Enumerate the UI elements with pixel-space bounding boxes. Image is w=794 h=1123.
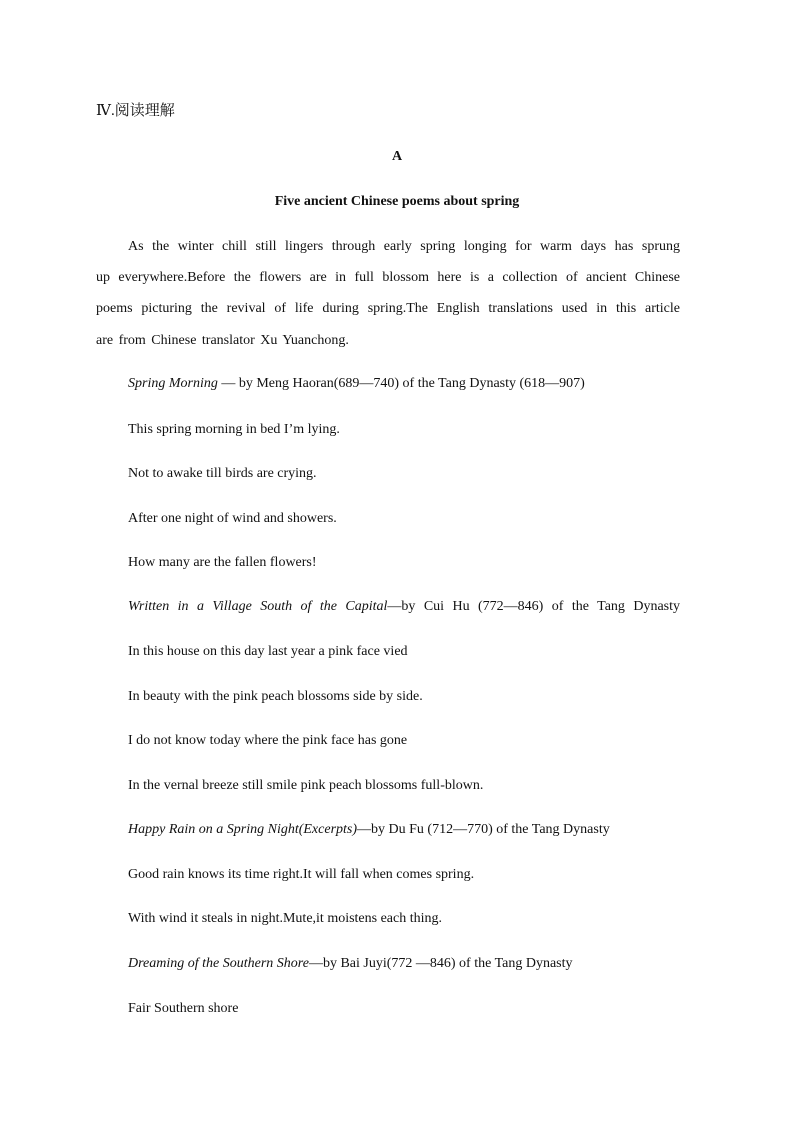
poem-2-line-3: I do not know today where the pink face has gone <box>128 733 408 748</box>
poem-1-line-1: This spring morning in bed I’m lying. <box>128 422 340 437</box>
passage-title: Five ancient Chinese poems about spring <box>274 194 520 209</box>
intro-line-3: poems picturing the revival of life during spring.The English translations used in this article <box>96 301 680 316</box>
poem-1-line-2: Not to awake till birds are crying. <box>128 466 317 481</box>
poem-1-byline: — by Meng Haoran(689—740) of the Tang Dynasty (618—907) <box>217 376 585 391</box>
poem-2-line-2: In beauty with the pink peach blossoms side by side. <box>128 689 423 704</box>
poem-4-heading <box>128 954 680 974</box>
poem-3-title: Happy Rain on a Spring Night(Excerpts) <box>128 822 358 837</box>
poem-1-title: Spring Morning <box>128 376 218 391</box>
poem-3-byline: —by Du Fu (712—770) of the Tang Dynasty <box>357 822 610 837</box>
poem-1-line-3: After one night of wind and showers. <box>128 511 337 526</box>
intro-line-4: are from Chinese translator Xu Yuanchong. <box>96 333 349 348</box>
poem-1-heading <box>128 374 680 394</box>
poem-2-line-1: In this house on this day last year a pink face vied <box>128 644 408 659</box>
poem-3-line-1: Good rain knows its time right.It will fall when comes spring. <box>128 867 475 882</box>
poem-2-heading <box>128 597 680 617</box>
poem-2-line-4: In the vernal breeze still smile pink peach blossoms full-blown. <box>128 778 484 793</box>
poem-4-title: Dreaming of the Southern Shore <box>128 956 309 971</box>
passage-label: A <box>391 149 403 164</box>
intro-line-1: As the winter chill still lingers through early spring longing for warm days has sprung <box>128 239 680 254</box>
poem-3-heading <box>128 820 680 840</box>
poem-4-line-1: Fair Southern shore <box>128 1001 239 1016</box>
poem-4-byline: —by Bai Juyi(772 —846) of the Tang Dynasty <box>308 956 573 971</box>
poem-1-line-4: How many are the fallen flowers! <box>128 555 317 570</box>
poem-2-byline: —by Cui Hu (772—846) of the Tang Dynasty <box>387 599 681 614</box>
poem-2-title: Written in a Village South of the Capital <box>128 599 388 614</box>
intro-line-2: up everywhere.Before the flowers are in full blossom here is a collection of ancient Chinese <box>96 270 680 285</box>
section-heading: Ⅳ.阅读理解 <box>96 103 175 119</box>
poem-3-line-2: With wind it steals in night.Mute,it moistens each thing. <box>128 911 443 926</box>
